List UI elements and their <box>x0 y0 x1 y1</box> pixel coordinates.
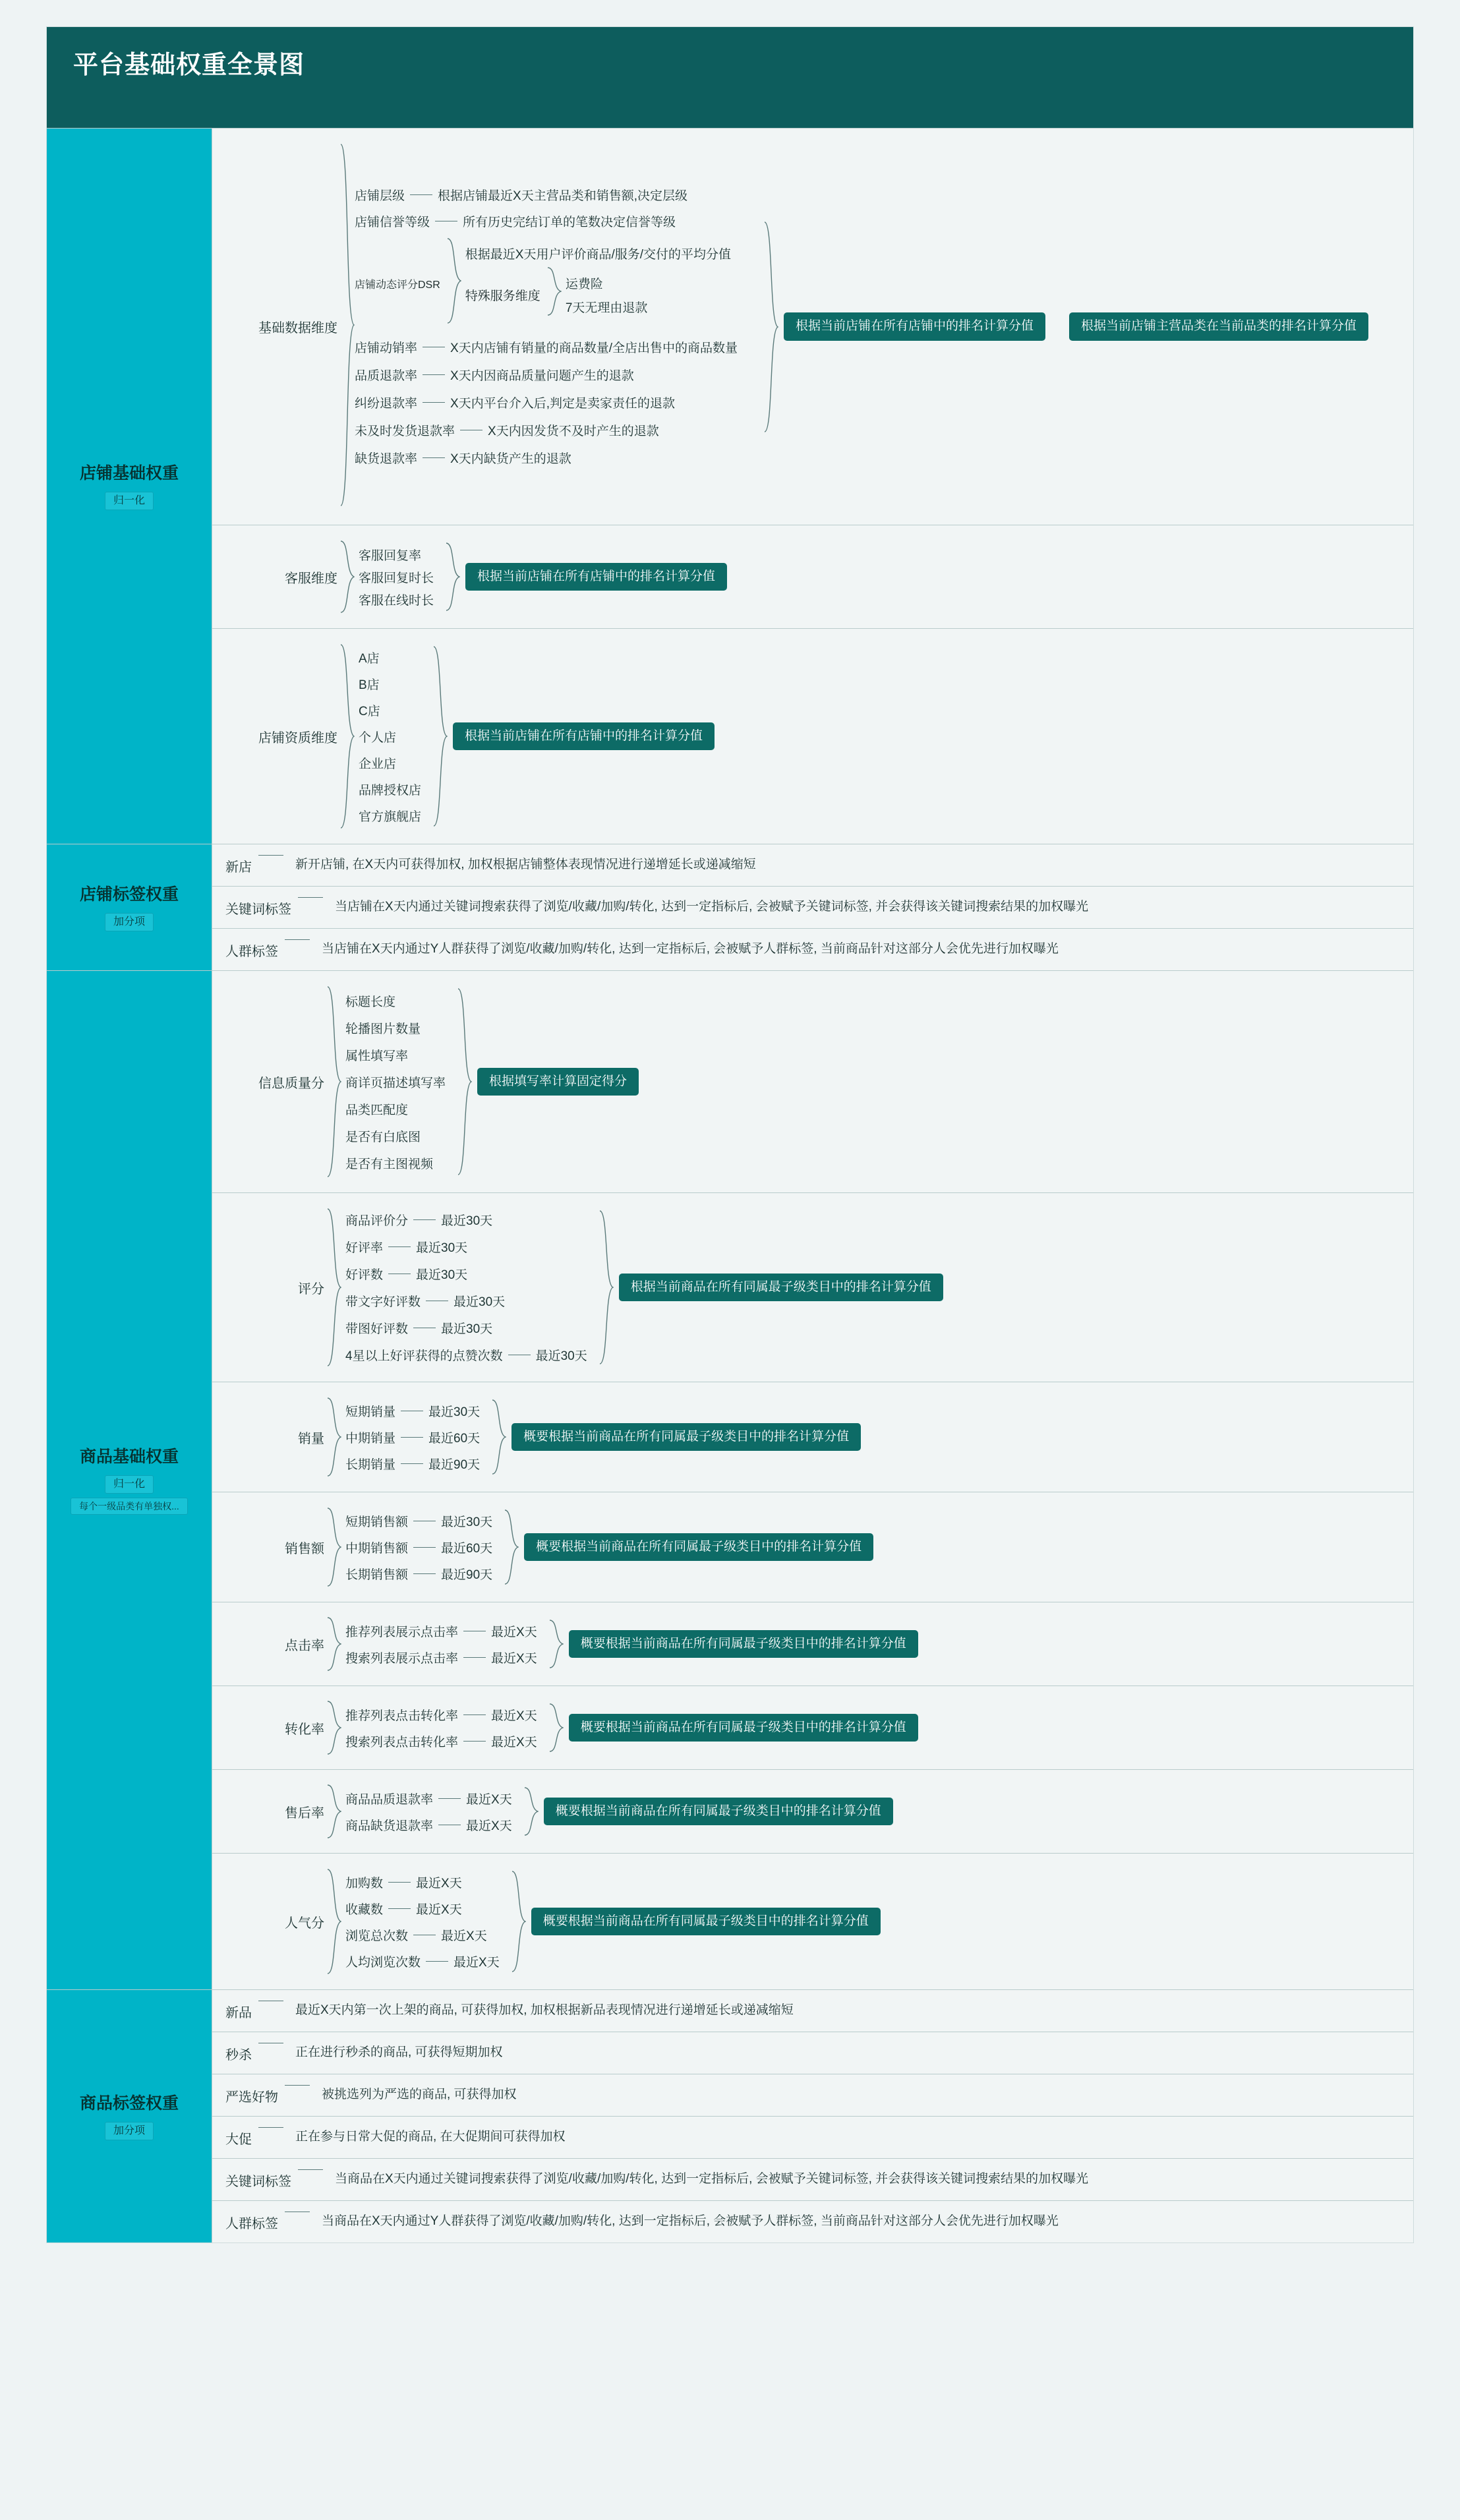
connector-line <box>298 2169 323 2170</box>
item-desc: 当店铺在X天内通过关键词搜索获得了浏览/收藏/加购/转化, 达到一定指标后, 会被赋予关键词标签, 并会获得该关键词搜索结果的加权曝光 <box>335 900 1089 914</box>
aggregate-pill-after-sales <box>524 1785 893 1838</box>
block-conversion-rate <box>212 1686 1413 1770</box>
section-title: 商品标签权重 <box>79 2094 179 2113</box>
connector-line <box>463 1714 486 1715</box>
pill-category-rank: 概要根据当前商品在所有同属最子级类目中的排名计算分值 <box>544 1798 893 1826</box>
list-item <box>345 1233 587 1260</box>
brace-icon <box>457 986 472 1177</box>
item-label: 短期销量 <box>345 1405 396 1419</box>
pill-category-rank: 概要根据当前商品在所有同属最子级类目中的排名计算分值 <box>569 1714 918 1742</box>
section-tag: 加分项 <box>105 2122 154 2141</box>
item-label: 秒杀 <box>225 2048 252 2063</box>
list-item <box>355 417 738 444</box>
popularity-items <box>345 1869 500 1974</box>
click-rate-items <box>345 1618 537 1670</box>
item-desc: X天内缺货产生的退款 <box>450 452 571 466</box>
item-desc: 被挑选列为严选的商品, 可获得加权 <box>322 2088 517 2101</box>
item-desc: 最近60天 <box>428 1431 481 1446</box>
item-label: A店 <box>359 651 380 666</box>
connector-line <box>298 897 323 898</box>
item-label: 长期销售额 <box>345 1568 409 1582</box>
list-item <box>212 2201 1413 2242</box>
item-label: 短期销售额 <box>345 1515 409 1529</box>
brace-icon <box>327 983 341 1181</box>
aggregate-pill-sales-volume <box>492 1397 861 1477</box>
item-label: 推荐列表展示点击率 <box>345 1625 459 1639</box>
block-after-sales-rate <box>212 1770 1413 1854</box>
brace-icon <box>599 1208 614 1366</box>
item-label: 官方旗舰店 <box>359 809 422 824</box>
list-item <box>345 1314 587 1341</box>
item-desc: 最近30天 <box>428 1405 481 1419</box>
item-label: 严选好物 <box>225 2090 278 2105</box>
list-item <box>345 1424 480 1450</box>
connector-line <box>423 374 445 375</box>
cs-items <box>359 543 434 610</box>
pill-fill-rate: 根据填写率计算固定得分 <box>477 1068 639 1096</box>
item-desc: 当商品在X天内通过Y人群获得了浏览/收藏/加购/转化, 达到一定指标后, 会被赋予人群标签, 当前商品针对这部分人会优先进行加权曝光 <box>322 2214 1059 2228</box>
section-label-store-base <box>47 129 212 844</box>
list-item <box>345 1869 500 1895</box>
list-item <box>212 2117 1413 2159</box>
item-desc: X天内因发货不及时产生的退款 <box>488 425 659 438</box>
header-spacer-right <box>212 98 1413 128</box>
brace-icon <box>327 1394 341 1480</box>
list-item <box>345 1560 492 1587</box>
list-item <box>355 182 738 208</box>
brace-icon <box>492 1397 506 1477</box>
connector-line <box>438 1798 461 1799</box>
brace-icon <box>327 1614 341 1674</box>
dimension-label: 销量 <box>298 1431 324 1446</box>
item-label: 好评率 <box>345 1241 384 1255</box>
connector-line <box>463 1657 486 1658</box>
connector-line <box>426 1961 448 1962</box>
item-label: 企业店 <box>359 757 397 771</box>
aggregate-pill-conversion <box>549 1701 918 1754</box>
brace-icon <box>327 1205 341 1370</box>
list-item <box>212 2032 1413 2074</box>
pill-category-rank: 概要根据当前商品在所有同属最子级类目中的排名计算分值 <box>511 1423 861 1451</box>
pill-category-rank: 概要根据当前商品在所有同属最子级类目中的排名计算分值 <box>531 1908 881 1936</box>
list-item <box>345 1644 537 1670</box>
item-desc: X天内平台介入后,判定是卖家责任的退款 <box>450 397 675 411</box>
list-item <box>345 1895 500 1921</box>
item-desc: 最近X天 <box>453 1955 500 1970</box>
list-item <box>359 749 421 776</box>
item-label: 客服回复率 <box>359 548 422 563</box>
mindmap-board <box>46 26 1414 2243</box>
section-label-product-base <box>47 971 212 1989</box>
brace-icon <box>446 541 460 613</box>
list-item <box>359 566 434 588</box>
list-item <box>345 1206 587 1233</box>
section-tag: 归一化 <box>105 492 154 511</box>
block-sales-volume <box>212 1382 1413 1492</box>
connector-line <box>285 939 310 940</box>
list-item <box>212 929 1413 970</box>
qualification-items <box>359 644 421 829</box>
item-label: 加购数 <box>345 1876 384 1890</box>
brace-icon <box>327 1782 341 1841</box>
dimension-label: 人气分 <box>285 1916 324 1931</box>
dimension-label: 点击率 <box>285 1638 324 1653</box>
list-item <box>345 1287 587 1314</box>
item-label: 带文字好评数 <box>345 1295 421 1309</box>
list-item <box>345 1450 480 1477</box>
item-label: 标题长度 <box>345 995 396 1009</box>
item-desc: 最近X天 <box>466 1819 512 1833</box>
item-label: 4星以上好评获得的点赞次数 <box>345 1349 503 1363</box>
pill-category-rank: 根据当前商品在所有同属最子级类目中的排名计算分值 <box>619 1274 943 1302</box>
connector-line <box>423 457 445 458</box>
section-content-product-tag <box>212 1990 1413 2242</box>
connector-line <box>388 1908 411 1909</box>
item-desc: 当店铺在X天内通过Y人群获得了浏览/收藏/加购/转化, 达到一定指标后, 会被赋予人群标签, 当前商品针对这部分人会优先进行加权曝光 <box>322 942 1059 956</box>
list-item <box>212 2159 1413 2201</box>
item-label: 未及时发货退款率 <box>355 425 455 438</box>
brace-icon <box>340 140 355 513</box>
item-label: 商品品质退款率 <box>345 1792 434 1807</box>
connector-line <box>388 1246 411 1247</box>
list-item <box>345 987 446 1014</box>
item-label: 运费险 <box>565 278 603 291</box>
list-item <box>345 1096 446 1123</box>
aggregate-pill-info <box>457 986 639 1177</box>
section-tag: 加分项 <box>105 913 154 932</box>
section-store-base-weight <box>47 128 1413 844</box>
pill-store-rank: 根据当前店铺在所有店铺中的排名计算分值 <box>784 312 1045 341</box>
list-item <box>345 1508 492 1534</box>
list-item <box>212 887 1413 929</box>
block-basic-data-dimension <box>212 129 1413 525</box>
item-desc: 最近30天 <box>441 1322 493 1336</box>
brace-icon <box>327 1698 341 1757</box>
section-title: 商品基础权重 <box>79 1447 179 1466</box>
special-service-children <box>566 272 648 319</box>
item-label: 店铺层级 <box>355 189 405 203</box>
item-label: 商详页描述填写率 <box>345 1076 446 1090</box>
sales-volume-items <box>345 1397 480 1477</box>
list-item <box>212 844 1413 887</box>
item-label: 大促 <box>225 2132 252 2147</box>
item-desc: 最近X天 <box>466 1792 512 1807</box>
item-desc: 最近90天 <box>441 1568 493 1582</box>
pill-category-rank: 根据当前店铺主营品类在当前品类的排名计算分值 <box>1069 312 1368 341</box>
item-label: 新店 <box>225 860 252 875</box>
item-label: 中期销售额 <box>345 1541 409 1556</box>
list-item-special-service <box>465 265 731 326</box>
list-item <box>355 389 738 417</box>
item-label: 品牌授权店 <box>359 783 422 798</box>
list-item <box>359 543 434 566</box>
item-label: 人群标签 <box>225 945 278 959</box>
list-item <box>566 272 648 295</box>
item-label: 是否有白底图 <box>345 1130 421 1144</box>
item-label: 关键词标签 <box>225 902 291 917</box>
item-label: 收藏数 <box>345 1902 384 1917</box>
list-item <box>212 1990 1413 2032</box>
item-desc: 最近X天 <box>416 1902 462 1917</box>
list-item <box>566 295 648 319</box>
page-title: 平台基础权重全景图 <box>47 27 1413 98</box>
item-label: C店 <box>359 704 380 718</box>
list-item <box>359 588 434 610</box>
item-desc: X天内因商品质量问题产生的退款 <box>450 369 634 383</box>
item-desc: X天内店铺有销量的商品数量/全店出售中的商品数量 <box>450 341 738 355</box>
item-label: 好评数 <box>345 1268 384 1282</box>
list-item <box>359 670 421 697</box>
block-customer-service-dimension <box>212 525 1413 629</box>
header-spacer-left <box>47 98 212 128</box>
info-quality-items <box>345 987 446 1177</box>
section-tag: 归一化 <box>105 1475 154 1494</box>
list-item <box>345 1150 446 1177</box>
item-label: 缺货退款率 <box>355 452 418 466</box>
dimension-label: 基础数据维度 <box>258 321 337 336</box>
dsr-children <box>465 243 731 326</box>
item-desc: 当商品在X天内通过关键词搜索获得了浏览/收藏/加购/转化, 达到一定指标后, 会被赋予关键词标签, 并会获得该关键词搜索结果的加权曝光 <box>335 2172 1089 2186</box>
aggregate-pill-rating <box>599 1208 943 1366</box>
block-sales-amount <box>212 1492 1413 1602</box>
item-label: 品质退款率 <box>355 369 418 383</box>
dimension-label: 售后率 <box>285 1805 324 1821</box>
aggregate-pill-sales-amount <box>504 1508 873 1587</box>
list-item <box>345 1069 446 1096</box>
item-label: 个人店 <box>359 730 397 745</box>
list-item <box>359 776 421 802</box>
list-item <box>465 243 731 265</box>
section-product-base-weight <box>47 970 1413 1989</box>
item-desc: 最近X天内第一次上架的商品, 可获得加权, 加权根据新品表现情况进行递增延长或递减缩短 <box>295 2003 794 2017</box>
item-desc: 最近90天 <box>428 1457 481 1472</box>
list-item-dsr <box>355 235 738 334</box>
dimension-label: 转化率 <box>285 1722 324 1737</box>
section-store-tag-weight <box>47 844 1413 970</box>
item-label: 中期销量 <box>345 1431 396 1446</box>
item-label: 商品评价分 <box>345 1214 409 1228</box>
pill-store-rank: 根据当前店铺在所有店铺中的排名计算分值 <box>453 722 715 751</box>
brace-icon <box>340 537 355 616</box>
item-label: 长期销量 <box>345 1457 396 1472</box>
after-sales-items <box>345 1785 512 1838</box>
connector-line <box>423 402 445 403</box>
item-desc: 正在进行秒杀的商品, 可获得短期加权 <box>295 2045 503 2059</box>
item-label: 特殊服务维度 <box>465 289 540 303</box>
list-item <box>345 1921 500 1948</box>
item-label: 属性填写率 <box>345 1049 409 1063</box>
item-desc: 最近X天 <box>491 1651 537 1666</box>
aggregate-pills-2 <box>1069 312 1368 341</box>
item-desc: 根据店铺最近X天主营品类和销售额,决定层级 <box>438 189 687 203</box>
item-label: 是否有主图视频 <box>345 1157 434 1171</box>
item-desc: 最近30天 <box>416 1241 468 1255</box>
list-item <box>345 1014 446 1041</box>
item-label: 推荐列表点击转化率 <box>345 1709 459 1723</box>
list-item <box>345 1341 587 1368</box>
list-item <box>345 1785 512 1811</box>
item-label: 搜索列表展示点击率 <box>345 1651 459 1666</box>
rating-items <box>345 1206 587 1368</box>
basic-data-items <box>355 182 738 472</box>
list-item <box>345 1618 537 1644</box>
item-desc: 最近X天 <box>491 1709 537 1723</box>
connector-line <box>401 1437 423 1438</box>
block-store-qualification-dimension <box>212 629 1413 844</box>
connector-line <box>413 1219 436 1220</box>
block-popularity-score <box>212 1854 1413 1989</box>
aggregate-pill-popularity <box>511 1869 881 1974</box>
section-content-product-base <box>212 971 1413 1989</box>
list-item <box>345 1728 537 1754</box>
brace-icon <box>327 1865 341 1978</box>
brace-icon <box>327 1504 341 1590</box>
header-spacer <box>47 98 1413 128</box>
brace-icon <box>549 1701 564 1754</box>
brace-icon <box>764 218 778 436</box>
block-click-rate <box>212 1602 1413 1686</box>
list-item <box>359 802 421 829</box>
brace-icon <box>511 1869 526 1974</box>
connector-line <box>413 1573 436 1574</box>
item-desc: 最近30天 <box>441 1214 493 1228</box>
connector-line <box>401 1463 423 1464</box>
brace-icon <box>547 265 562 318</box>
section-product-tag-weight <box>47 1989 1413 2242</box>
aggregate-pill-qualification <box>433 644 715 829</box>
item-label: 新品 <box>225 2006 252 2020</box>
item-label: 店铺信誉等级 <box>355 216 430 229</box>
brace-icon <box>433 644 448 829</box>
aggregate-pill-click-rate <box>549 1618 918 1670</box>
item-desc: 最近60天 <box>441 1541 493 1556</box>
item-label: 带图好评数 <box>345 1322 409 1336</box>
brace-icon <box>504 1508 519 1587</box>
item-desc: 最近30天 <box>453 1295 506 1309</box>
item-label: 7天无理由退款 <box>565 301 648 315</box>
item-desc: 最近30天 <box>441 1515 493 1529</box>
item-desc: 最近X天 <box>491 1625 537 1639</box>
item-desc: 正在参与日常大促的商品, 在大促期间可获得加权 <box>295 2130 566 2144</box>
section-label-store-tag <box>47 844 212 970</box>
list-item <box>345 1397 480 1424</box>
connector-line <box>410 194 432 195</box>
item-desc: 最近30天 <box>416 1268 468 1282</box>
list-item <box>359 697 421 723</box>
item-label: 关键词标签 <box>225 2175 291 2189</box>
list-item <box>345 1534 492 1560</box>
item-label: 浏览总次数 <box>345 1929 409 1943</box>
item-desc: 最近30天 <box>535 1349 587 1363</box>
connector-line <box>463 1741 486 1742</box>
section-label-product-tag <box>47 1990 212 2242</box>
item-label: 根据最近X天用户评价商品/服务/交付的平均分值 <box>465 248 732 262</box>
item-desc: 最近X天 <box>416 1876 462 1890</box>
brace-icon <box>447 235 461 327</box>
item-desc: 新开店铺, 在X天内可获得加权, 加权根据店铺整体表现情况进行递增延长或递减缩短 <box>295 858 756 871</box>
list-item <box>345 1123 446 1150</box>
list-item <box>355 334 738 361</box>
list-item <box>345 1948 500 1974</box>
list-item <box>355 208 738 235</box>
section-content-store-base <box>212 129 1413 844</box>
item-label: 搜索列表点击转化率 <box>345 1735 459 1749</box>
list-item <box>345 1811 512 1838</box>
connector-line <box>388 1882 411 1883</box>
item-label: B店 <box>359 678 380 692</box>
brace-icon <box>524 1785 539 1838</box>
dimension-label: 销售额 <box>285 1541 324 1556</box>
item-label: 商品缺货退款率 <box>345 1819 434 1833</box>
item-desc: 最近X天 <box>491 1735 537 1749</box>
list-item <box>345 1701 537 1728</box>
list-item <box>359 723 421 749</box>
item-label: 纠纷退款率 <box>355 397 418 411</box>
block-info-quality-score <box>212 971 1413 1193</box>
item-label: 客服在线时长 <box>359 593 434 608</box>
item-label: 店铺动销率 <box>355 341 418 355</box>
dimension-label: 客服维度 <box>285 571 337 586</box>
item-desc: 所有历史完结订单的笔数决定信誉等级 <box>463 216 676 229</box>
aggregate-pill-cs <box>446 541 727 613</box>
connector-line <box>285 2085 310 2086</box>
list-item <box>345 1041 446 1069</box>
item-label: 品类匹配度 <box>345 1103 409 1117</box>
dimension-label: 评分 <box>298 1281 324 1297</box>
aggregate-pills-1 <box>764 218 1045 436</box>
pill-store-rank: 根据当前店铺在所有店铺中的排名计算分值 <box>465 563 727 591</box>
list-item <box>212 2074 1413 2117</box>
section-title: 店铺基础权重 <box>79 463 179 483</box>
item-label: 人群标签 <box>225 2217 278 2231</box>
list-item <box>359 644 421 670</box>
section-tag-secondary: 每个一级品类有单独权... <box>71 1498 188 1515</box>
connector-line <box>258 855 283 856</box>
item-label: 轮播图片数量 <box>345 1022 421 1036</box>
conversion-rate-items <box>345 1701 537 1754</box>
list-item <box>355 444 738 472</box>
item-label: 人均浏览次数 <box>345 1955 421 1970</box>
brace-icon <box>340 641 355 832</box>
connector-line <box>258 2127 283 2128</box>
section-title: 店铺标签权重 <box>79 885 179 904</box>
dimension-label: 信息质量分 <box>258 1076 324 1091</box>
connector-line <box>413 1547 436 1548</box>
item-label: 客服回复时长 <box>359 571 434 585</box>
list-item <box>355 361 738 389</box>
item-desc: 最近X天 <box>441 1929 487 1943</box>
pill-category-rank: 概要根据当前商品在所有同属最子级类目中的排名计算分值 <box>524 1533 873 1562</box>
item-label: 店铺动态评分DSR <box>355 279 440 291</box>
list-item <box>345 1260 587 1287</box>
brace-icon <box>549 1618 564 1670</box>
pill-category-rank: 概要根据当前商品在所有同属最子级类目中的排名计算分值 <box>569 1630 918 1658</box>
block-rating <box>212 1193 1413 1382</box>
section-content-store-tag <box>212 844 1413 970</box>
dimension-label: 店铺资质维度 <box>258 730 337 746</box>
sales-amount-items <box>345 1508 492 1587</box>
